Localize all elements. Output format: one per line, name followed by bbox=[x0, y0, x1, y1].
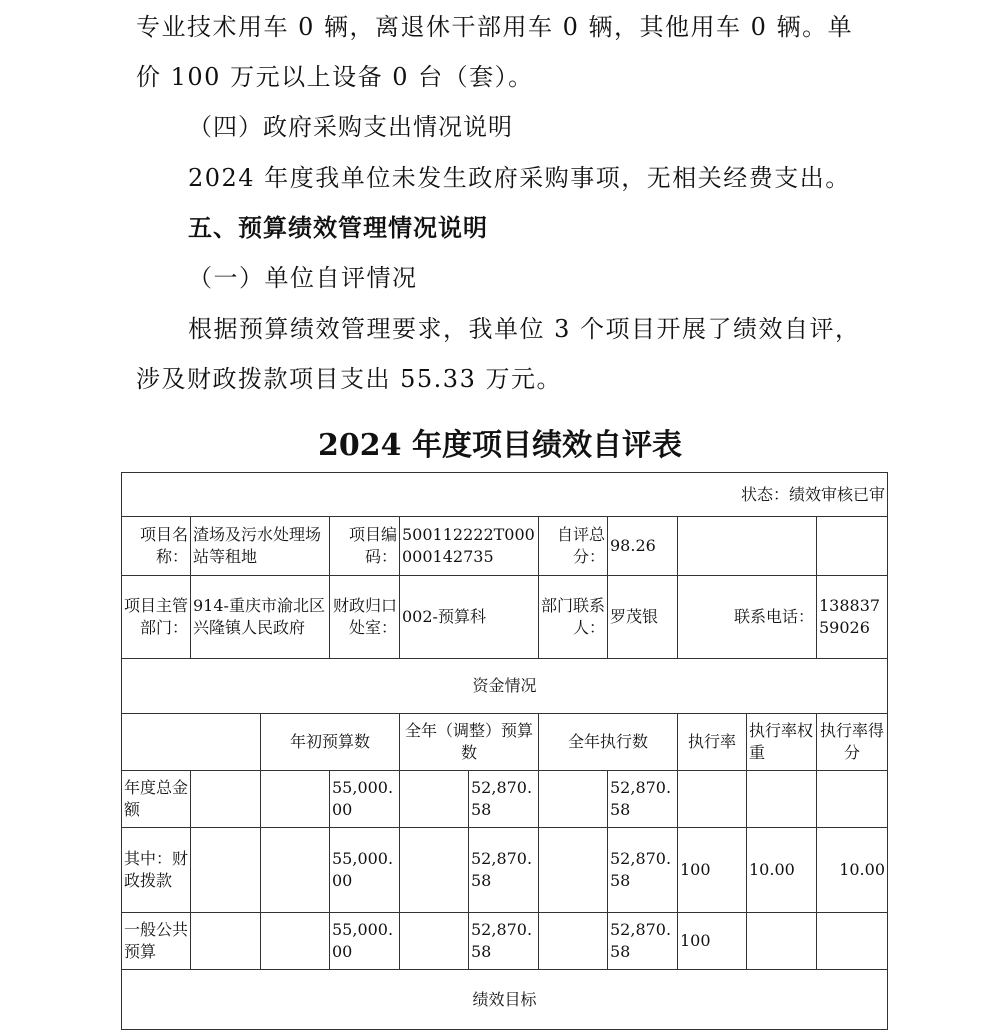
empty-cell bbox=[400, 771, 469, 828]
adjusted-value: 52,870.58 bbox=[469, 771, 539, 828]
rate-value: 100 bbox=[678, 828, 747, 913]
executed-value: 52,870.58 bbox=[608, 913, 678, 970]
project-code-label: 项目编码： bbox=[330, 517, 400, 576]
score-label: 自评总分： bbox=[539, 517, 608, 576]
paragraph-line: 专业技术用车 0 辆，离退休干部用车 0 辆，其他用车 0 辆。单 bbox=[136, 13, 854, 41]
subsection-heading: （一）单位自评情况 bbox=[188, 264, 418, 292]
weight-value bbox=[747, 771, 817, 828]
rate-score-value bbox=[817, 913, 888, 970]
rate-score-value bbox=[817, 771, 888, 828]
paragraph-line: 涉及财政拨款项目支出 55.33 万元。 bbox=[136, 365, 562, 393]
contact-label: 部门联系人： bbox=[539, 576, 608, 659]
rate-value: 100 bbox=[678, 913, 747, 970]
table-title: 2024 年度项目绩效自评表 bbox=[318, 428, 682, 463]
col-executed: 全年执行数 bbox=[539, 714, 678, 771]
finance-office-value: 002-预算科 bbox=[400, 576, 539, 659]
performance-table bbox=[121, 472, 888, 1030]
empty-cell bbox=[122, 714, 261, 771]
paragraph-line: 价 100 万元以上设备 0 台（套）。 bbox=[136, 63, 534, 91]
empty-cell bbox=[539, 771, 608, 828]
empty-cell bbox=[817, 517, 888, 576]
empty-cell bbox=[539, 913, 608, 970]
funds-header: 资金情况 bbox=[122, 659, 888, 714]
col-rate-score: 执行率得分 bbox=[817, 714, 888, 771]
empty-cell bbox=[191, 771, 261, 828]
row-label: 年度总金额 bbox=[122, 771, 191, 828]
empty-cell bbox=[191, 913, 261, 970]
row-label: 其中：财政拨款 bbox=[122, 828, 191, 913]
phone-label: 联系电话： bbox=[678, 576, 817, 659]
weight-value bbox=[747, 913, 817, 970]
section-heading: 五、预算绩效管理情况说明 bbox=[188, 214, 488, 242]
contact-value: 罗茂银 bbox=[608, 576, 678, 659]
col-adjusted: 全年（调整）预算数 bbox=[400, 714, 539, 771]
phone-value: 13883759026 bbox=[817, 576, 888, 659]
project-name-label: 项目名称： bbox=[122, 517, 191, 576]
dept-label: 项目主管部门： bbox=[122, 576, 191, 659]
executed-value: 52,870.58 bbox=[608, 828, 678, 913]
table-row bbox=[122, 828, 888, 913]
section-heading: （四）政府采购支出情况说明 bbox=[188, 113, 513, 141]
score-value: 98.26 bbox=[608, 517, 678, 576]
col-weight: 执行率权重 bbox=[747, 714, 817, 771]
project-name: 渣场及污水处理场站等租地 bbox=[191, 517, 330, 576]
status-cell: 状态：绩效审核已审 bbox=[122, 473, 888, 517]
table-row bbox=[122, 771, 888, 828]
dept-value: 914-重庆市渝北区兴隆镇人民政府 bbox=[191, 576, 330, 659]
goals-header: 绩效目标 bbox=[122, 970, 888, 1030]
initial-value: 55,000.00 bbox=[330, 828, 400, 913]
rate-score-value: 10.00 bbox=[817, 828, 888, 913]
rate-value bbox=[678, 771, 747, 828]
empty-cell bbox=[191, 828, 261, 913]
empty-cell bbox=[261, 913, 330, 970]
col-rate: 执行率 bbox=[678, 714, 747, 771]
project-code: 500112222T000000142735 bbox=[400, 517, 539, 576]
empty-cell bbox=[261, 771, 330, 828]
empty-cell bbox=[400, 913, 469, 970]
initial-value: 55,000.00 bbox=[330, 771, 400, 828]
weight-value: 10.00 bbox=[747, 828, 817, 913]
paragraph-line: 根据预算绩效管理要求，我单位 3 个项目开展了绩效自评， bbox=[188, 315, 861, 343]
empty-cell bbox=[400, 828, 469, 913]
empty-cell bbox=[678, 517, 817, 576]
initial-value: 55,000.00 bbox=[330, 913, 400, 970]
col-initial: 年初预算数 bbox=[261, 714, 400, 771]
executed-value: 52,870.58 bbox=[608, 771, 678, 828]
row-label: 一般公共预算 bbox=[122, 913, 191, 970]
empty-cell bbox=[539, 828, 608, 913]
adjusted-value: 52,870.58 bbox=[469, 913, 539, 970]
paragraph-line: 2024 年度我单位未发生政府采购事项，无相关经费支出。 bbox=[188, 164, 851, 192]
table-row bbox=[122, 913, 888, 970]
finance-office-label: 财政归口处室： bbox=[330, 576, 400, 659]
adjusted-value: 52,870.58 bbox=[469, 828, 539, 913]
empty-cell bbox=[261, 828, 330, 913]
